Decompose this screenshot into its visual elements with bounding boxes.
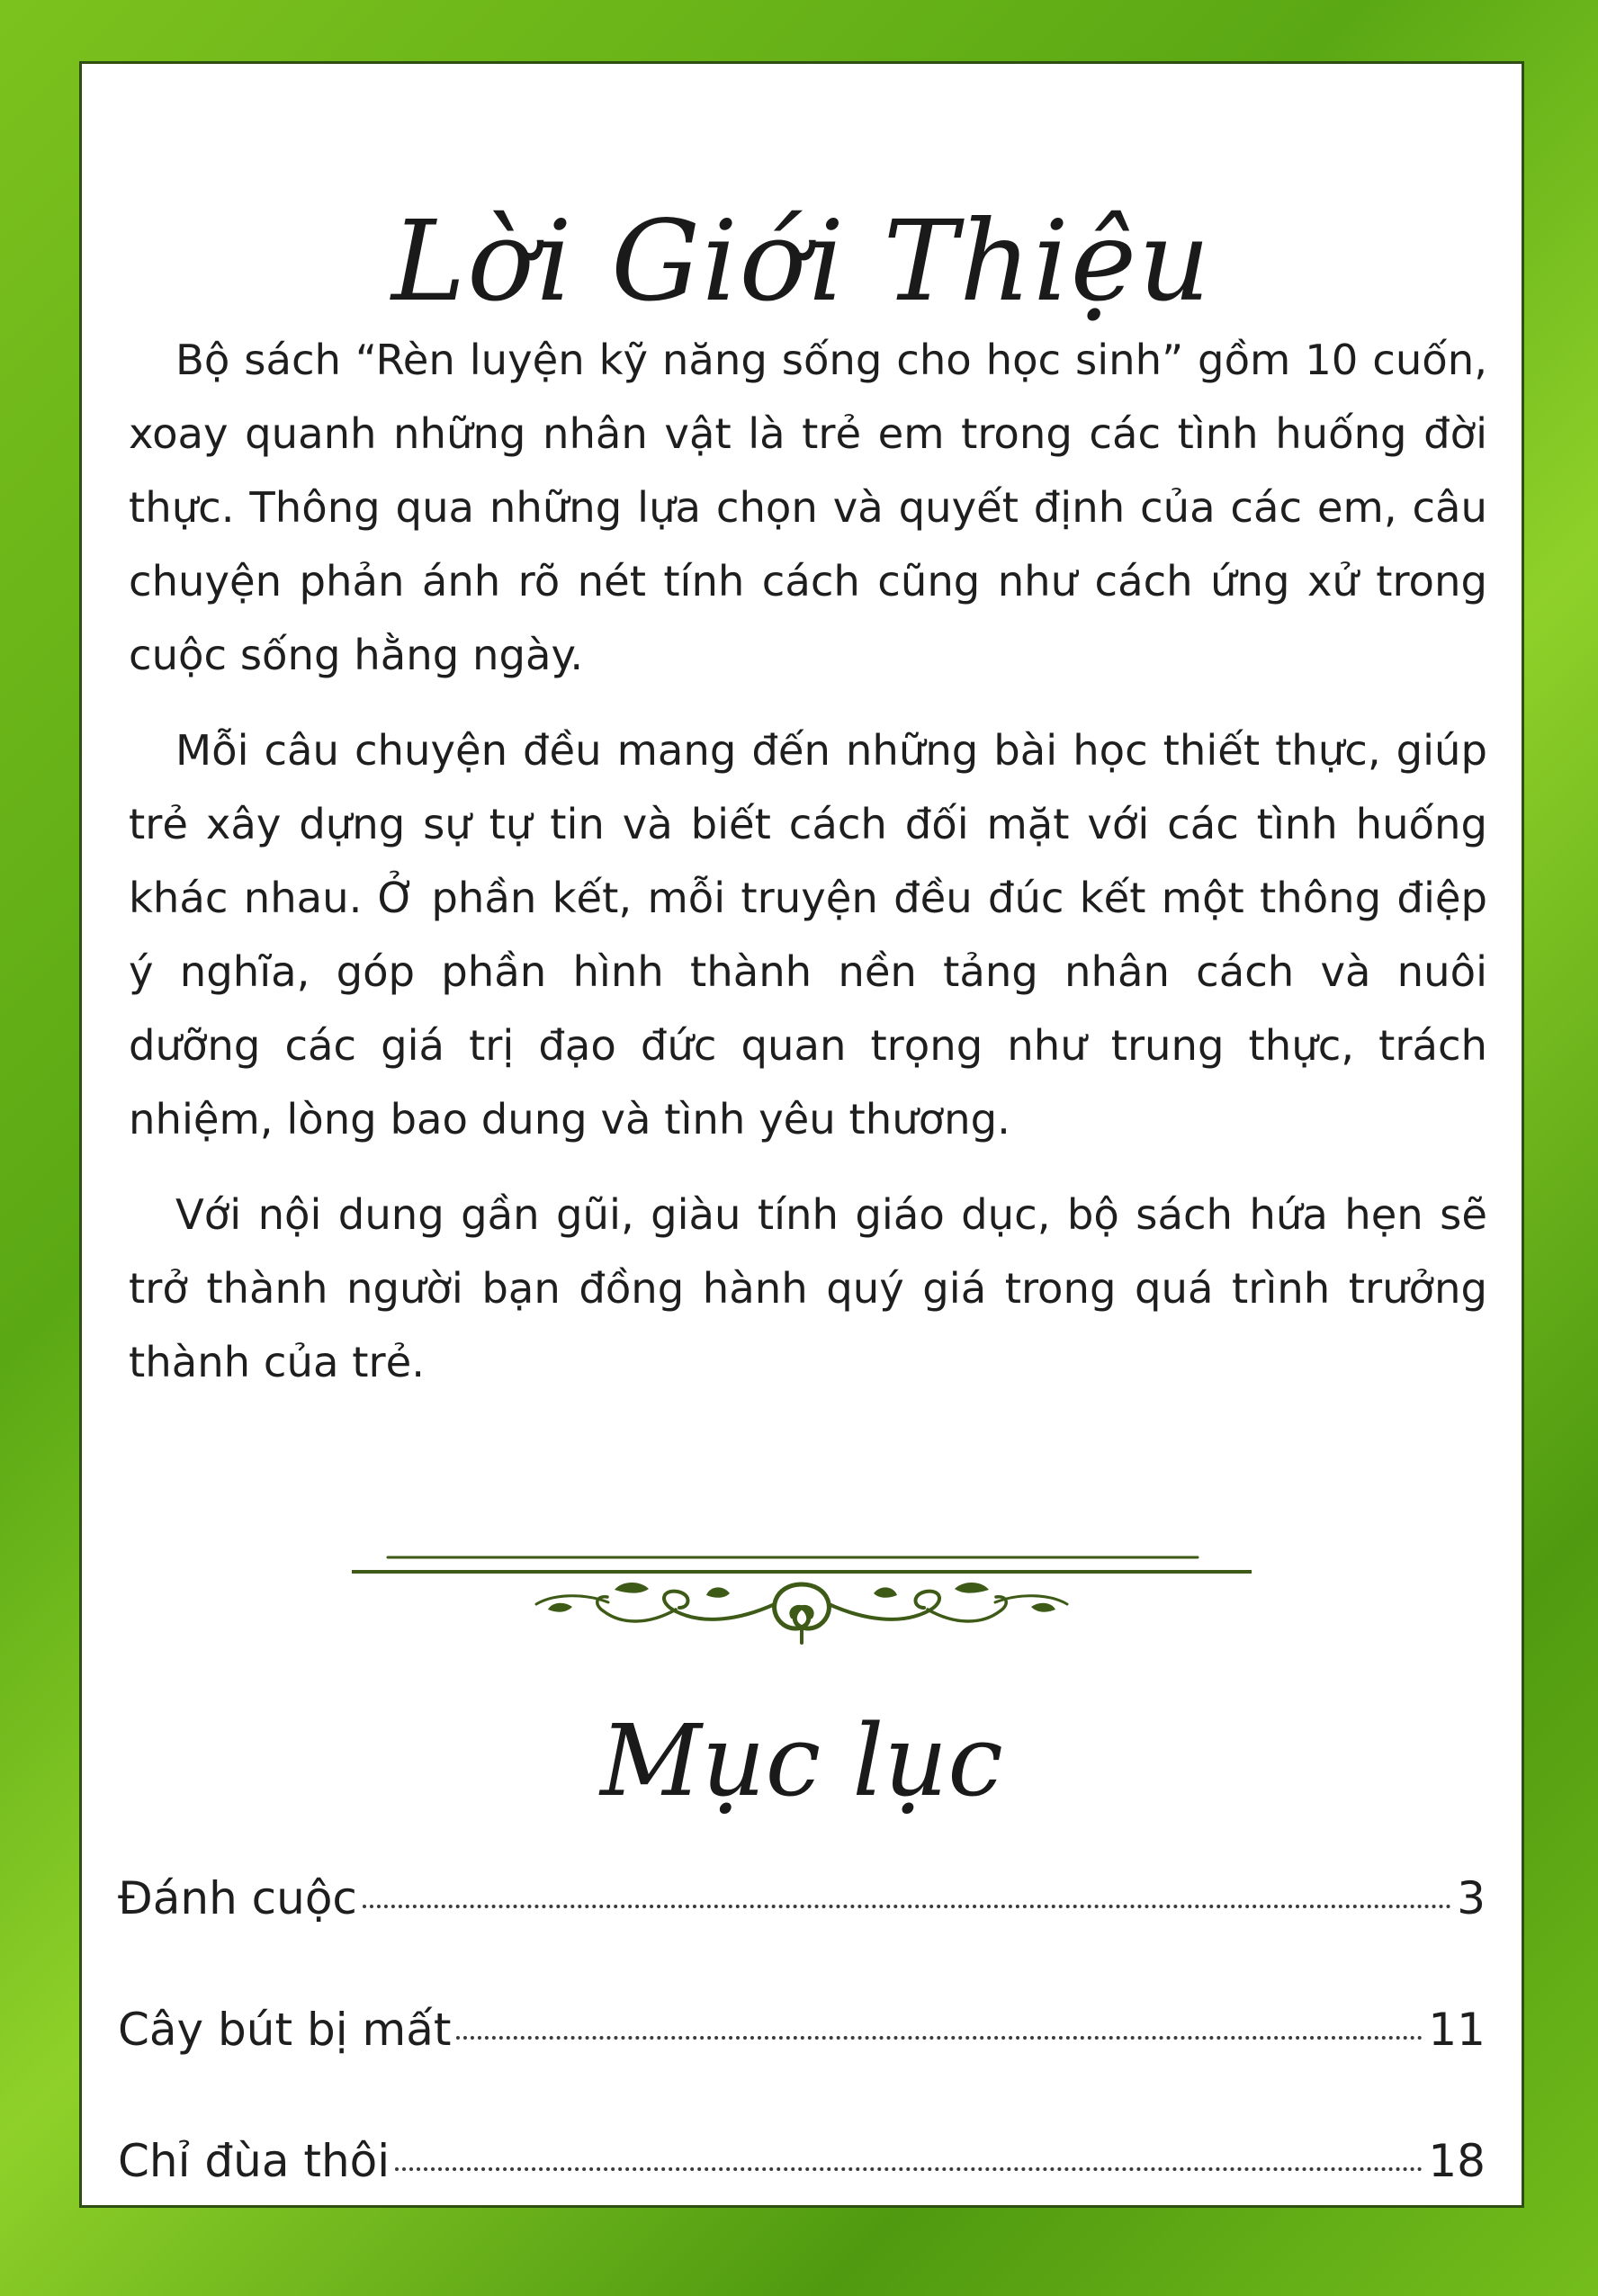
intro-paragraph-2: Mỗi câu chuyện đều mang đến những bài học thiết thực, giúp trẻ xây dựng sự tự tin và biết cách đối mặt với các tình huống khác nhau. Ở phần kết, mỗi truyện đều đúc kết một thông điệp ý nghĩa, góp phần hình thành nền tảng nhân cách và nuôi dưỡng các giá trị đạo đức quan trọng như trung thực, trách nhiệm, lòng bao dung và tình yêu thương. <box>129 726 1487 1144</box>
toc-leader-dots <box>395 2167 1423 2171</box>
toc-entry-page: 3 <box>1457 1872 1486 1924</box>
flourish-divider-icon <box>352 1539 1252 1656</box>
toc-entry-1[interactable] <box>118 1872 1486 1937</box>
toc-entry-page: 18 <box>1428 2135 1486 2187</box>
intro-title: Lời Giới Thiệu <box>391 197 1212 327</box>
toc-leader-dots <box>456 2036 1423 2040</box>
toc-entry-3[interactable] <box>118 2135 1486 2200</box>
toc-entry-label: Đánh cuộc <box>118 1872 357 1924</box>
toc-entry-page: 11 <box>1428 2004 1486 2056</box>
table-of-contents <box>118 1872 1486 2266</box>
toc-entry-label: Cây bút bị mất <box>118 2004 452 2056</box>
toc-entry-label: Chỉ đùa thôi <box>118 2135 391 2187</box>
toc-leader-dots <box>363 1905 1451 1908</box>
toc-title: Mục lục <box>600 1703 1003 1818</box>
intro-paragraph-3: Với nội dung gần gũi, giàu tính giáo dục, bộ sách hứa hẹn sẽ trở thành người bạn đồng hành quý giá trong quá trình trưởng thành của trẻ. <box>129 1190 1487 1386</box>
toc-entry-2[interactable] <box>118 2004 1486 2068</box>
page-card <box>79 61 1524 2208</box>
intro-section <box>129 323 1487 1421</box>
intro-paragraph-1: Bộ sách “Rèn luyện kỹ năng sống cho học sinh” gồm 10 cuốn, xoay quanh những nhân vật là trẻ em trong các tình huống đời thực. Thông qua những lựa chọn và quyết định của các em, câu chuyện phản ánh rõ nét tính cách cũng như cách ứng xử trong cuộc sống hằng ngày. <box>129 336 1487 679</box>
